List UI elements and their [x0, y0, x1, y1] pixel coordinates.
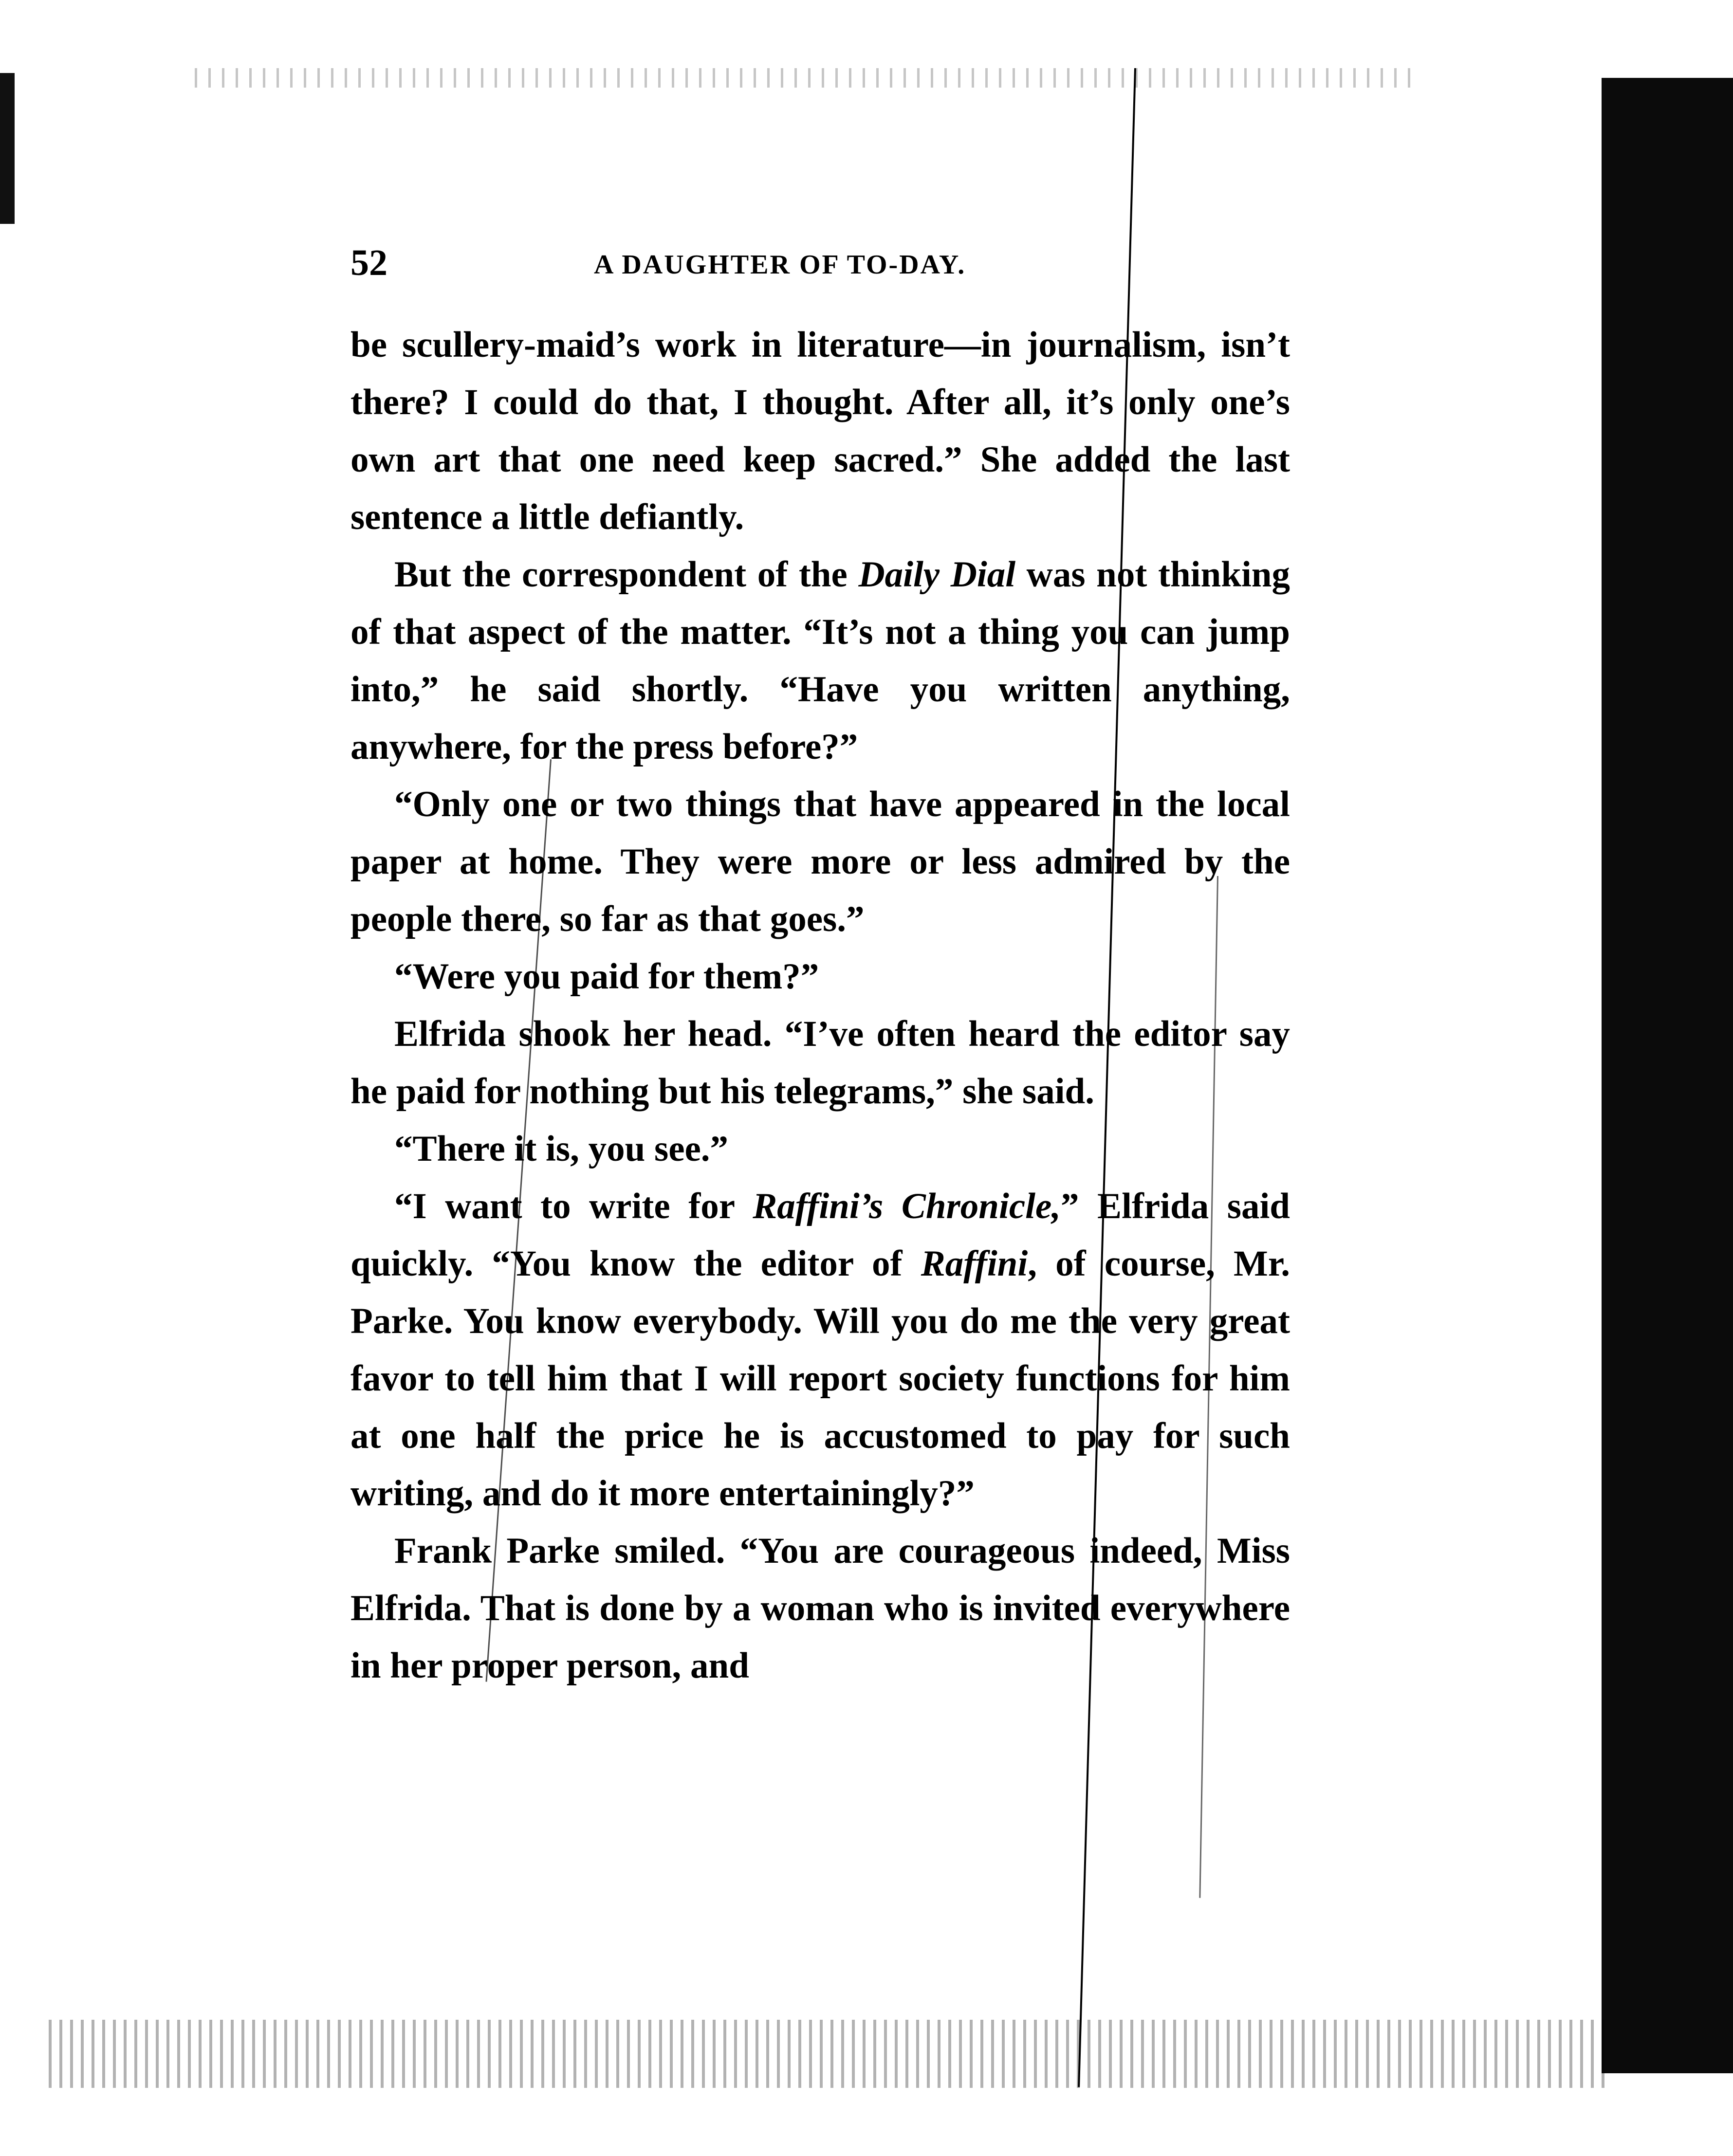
page-header: [350, 238, 1290, 297]
newspaper-title: Daily Dial: [858, 554, 1016, 595]
paragraph-text: , of course, Mr. Parke. You know everybody. Will you do me the very great favor to tell him that I will report society functions for him at one half the price he is accustomed to pay for such writing, and do it more entertainingly?”: [350, 1243, 1290, 1514]
book-text-block: [350, 238, 1290, 1695]
scan-noise-top: [195, 68, 1412, 88]
paragraph: “There it is, you see.”: [394, 1129, 729, 1169]
newspaper-title: Raffini’s Chronicle,: [753, 1186, 1061, 1226]
paragraph: “Were you paid for them?”: [394, 956, 819, 997]
page-number: 52: [350, 242, 387, 283]
scan-noise-bottom: [49, 2020, 1606, 2088]
paragraph: [350, 1178, 1290, 1522]
running-title: A DAUGHTER OF TO-DAY.: [594, 250, 966, 280]
paragraph: be scullery-maid’s work in literature—in journalism, isn’t there? I could do that, I thought. After all, it’s only one’s own art that one need keep sacred.” She added the last sentence a little defiantly.: [350, 325, 1290, 537]
paragraph: Frank Parke smiled. “You are courageous indeed, Miss Elfrida. That is done by a woman who is invited everywhere in her proper person, and: [350, 1531, 1290, 1686]
paragraph-text: ” Elfrida said quickly. “You know the editor of: [350, 1186, 1290, 1284]
newspaper-title: Raffini: [921, 1243, 1028, 1284]
scan-edge-left: [0, 73, 15, 224]
paragraph: [350, 546, 1290, 776]
paragraph-text: “I want to write for: [394, 1186, 753, 1226]
paragraph-text: But the correspondent of the: [394, 554, 859, 595]
scan-edge-shadow: [1602, 78, 1733, 2073]
paragraph: “Only one or two things that have appeared in the local paper at home. They were more or less admired by the people there, so far as that goes.”: [350, 784, 1290, 939]
paragraph: Elfrida shook her head. “I’ve often heard the editor say he paid for nothing but his telegrams,” she said.: [350, 1014, 1290, 1112]
paragraph-text: was not thinking of that aspect of the matter. “It’s not a thing you can jump into,” he said shortly. “Have you written anything, anywhere, for the press before?”: [350, 554, 1290, 767]
